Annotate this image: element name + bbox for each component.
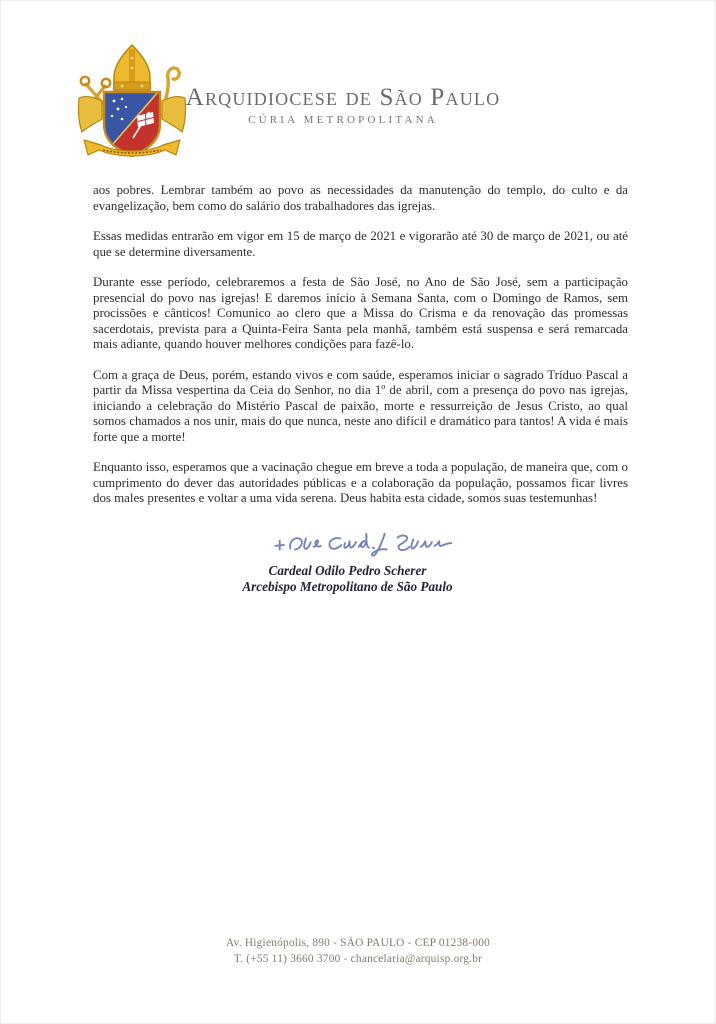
letter-body <box>93 183 628 522</box>
paragraph-1: aos pobres. Lembrar também ao povo as necessidades da manutenção do templo, do culto e da evangelização, bem como do salário dos trabalhadores das igrejas. <box>93 183 628 213</box>
signatory-title: Arcebispo Metropolitano de São Paulo <box>242 578 453 594</box>
letterhead-text <box>133 85 553 126</box>
paragraph-5: Enquanto isso, esperamos que a vacinação chegue em breve a toda a população, de maneira que, com o cumprimento do dever das autoridades públicas e a colaboração da população, possamos ficar livres dos males presentes e voltar a uma vida serena. Deus habita esta cidade, somos suas testemunhas! <box>93 460 628 505</box>
footer-address: Av. Higienópolis, 890 - SÃO PAULO - CEP 01238-000 <box>225 937 491 949</box>
organization-name: Arquidiocese de São Paulo <box>185 84 501 111</box>
organization-subtitle: CÚRIA METROPOLITANA <box>248 114 438 126</box>
footer-phone-email: T. (+55 11) 3660 3700 - chancelaria@arquisp.org.br <box>233 952 483 965</box>
letter-footer <box>0 936 716 967</box>
paragraph-2: Essas medidas entrarão em vigor em 15 de março de 2021 e vigorarão até 30 de março de 2021, ou até que se determine diversamente. <box>93 229 628 259</box>
signatory-name: Cardeal Odilo Pedro Scherer <box>268 563 427 578</box>
signature-block <box>80 526 615 594</box>
paragraph-4: Com a graça de Deus, porém, estando vivos e com saúde, esperamos iniciar o sagrado Tríduo Pascal a partir da Missa vespertina da Ceia do Senhor, no dia 1º de abril, com a presença do povo nas igrejas, iniciando a celebração do Mistério Pascal de paixão, morte e ressurreição de Jesus Cristo, ao qual somos chamados a nos unir, mais do que nunca, neste ano difícil e dramático para tantos! A vida é mais forte que a morte! <box>93 367 628 444</box>
paragraph-3: Durante esse período, celebraremos a festa de São José, no Ano de São José, sem a participação presencial do povo nas igrejas! E daremos início à Semana Santa, com o Domingo de Ramos, sem procissões e cânticos! Comunico ao clero que a Missa do Crisma e da renovação das promessas sacerdotais, prevista para a Quinta-Feira Santa pela manhã, também está suspensa e será remarcada mais adiante, quando houver melhores condições para fazê-lo. <box>93 275 628 351</box>
handwritten-signature <box>270 526 455 562</box>
